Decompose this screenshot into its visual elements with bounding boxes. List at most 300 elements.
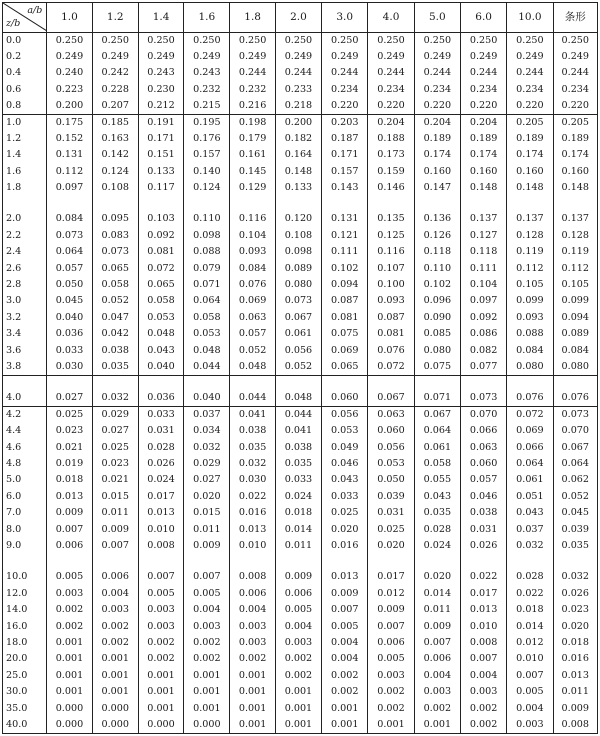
table-cell: 0.001: [138, 684, 183, 700]
table-row: [3, 602, 598, 618]
table-cell: 0.001: [47, 684, 92, 700]
row-label: 0.6: [3, 81, 47, 97]
table-cell: 0.119: [507, 244, 553, 260]
table-cell: 0.250: [275, 32, 321, 48]
row-label: 4.6: [3, 439, 47, 455]
table-cell: 0.009: [553, 700, 597, 716]
table-row: [3, 293, 598, 309]
table-cell: 0.013: [47, 488, 92, 504]
table-cell: 0.065: [92, 260, 138, 276]
table-cell: 0.220: [414, 98, 460, 114]
table-cell: 0.137: [507, 211, 553, 227]
table-cell: 0.001: [184, 667, 230, 683]
table-cell: 0.031: [460, 521, 506, 537]
table-cell: 0.035: [92, 359, 138, 375]
table-cell: 0.005: [47, 569, 92, 585]
table-row: [3, 81, 598, 97]
table-cell: 0.001: [92, 684, 138, 700]
table-cell: 0.001: [275, 717, 321, 734]
table-cell: 0.116: [368, 244, 414, 260]
row-label: 20.0: [3, 651, 47, 667]
row-label: 4.2: [3, 406, 47, 422]
table-cell: 0.032: [230, 456, 275, 472]
table-cell: 0.009: [47, 505, 92, 521]
table-cell: 0.108: [92, 180, 138, 196]
table-cell: 0.007: [47, 521, 92, 537]
table-cell: 0.007: [138, 569, 183, 585]
table-cell: 0.136: [414, 211, 460, 227]
table-cell: 0.065: [322, 359, 368, 375]
table-cell: 0.244: [507, 65, 553, 81]
table-cell: 0.188: [368, 131, 414, 147]
table-row: [3, 700, 598, 716]
table-cell: 0.094: [322, 277, 368, 293]
table-cell: 0.176: [184, 131, 230, 147]
table-cell: 0.212: [138, 98, 183, 114]
spacer-cell: [184, 375, 230, 390]
table-cell: 0.004: [322, 635, 368, 651]
table-cell: 0.063: [368, 406, 414, 422]
table-cell: 0.001: [275, 684, 321, 700]
table-row: [3, 651, 598, 667]
spacer-cell: [92, 375, 138, 390]
table-cell: 0.022: [460, 569, 506, 585]
table-cell: 0.002: [368, 684, 414, 700]
table-cell: 0.070: [553, 423, 597, 439]
table-cell: 0.242: [92, 65, 138, 81]
table-cell: 0.001: [92, 651, 138, 667]
table-cell: 0.023: [92, 456, 138, 472]
table-cell: 0.044: [230, 390, 275, 406]
table-cell: 0.244: [275, 65, 321, 81]
table-cell: 0.003: [138, 602, 183, 618]
table-cell: 0.234: [507, 81, 553, 97]
table-cell: 0.092: [138, 227, 183, 243]
table-cell: 0.002: [322, 667, 368, 683]
table-cell: 0.160: [553, 163, 597, 179]
table-cell: 0.002: [47, 618, 92, 634]
table-cell: 0.050: [368, 472, 414, 488]
row-label: 0.8: [3, 98, 47, 114]
table-cell: 0.061: [507, 472, 553, 488]
table-cell: 0.089: [275, 260, 321, 276]
table-cell: 0.000: [47, 717, 92, 734]
table-cell: 0.189: [460, 131, 506, 147]
table-cell: 0.020: [553, 618, 597, 634]
table-cell: 0.001: [230, 684, 275, 700]
table-cell: 0.035: [230, 439, 275, 455]
table-cell: 0.099: [507, 293, 553, 309]
table-cell: 0.008: [230, 569, 275, 585]
table-cell: 0.018: [275, 505, 321, 521]
table-cell: 0.020: [368, 538, 414, 554]
table-cell: 0.009: [414, 618, 460, 634]
table-cell: 0.102: [414, 277, 460, 293]
table-cell: 0.017: [138, 488, 183, 504]
table-cell: 0.006: [92, 569, 138, 585]
table-cell: 0.001: [414, 717, 460, 734]
spacer-cell: [553, 375, 597, 390]
table-cell: 0.009: [368, 602, 414, 618]
table-cell: 0.094: [553, 310, 597, 326]
table-cell: 0.058: [92, 277, 138, 293]
table-row: [3, 406, 598, 422]
table-cell: 0.070: [460, 406, 506, 422]
table-cell: 0.084: [507, 342, 553, 358]
table-cell: 0.220: [460, 98, 506, 114]
table-cell: 0.010: [230, 538, 275, 554]
table-row: [3, 98, 598, 114]
table-row: [3, 180, 598, 196]
row-label: 3.8: [3, 359, 47, 375]
coefficient-table: [2, 2, 598, 734]
spacer-cell: [275, 554, 321, 569]
table-cell: 0.038: [460, 505, 506, 521]
table-cell: 0.220: [368, 98, 414, 114]
table-cell: 0.060: [460, 456, 506, 472]
table-cell: 0.171: [138, 131, 183, 147]
spacer-cell: [322, 554, 368, 569]
table-cell: 0.171: [322, 147, 368, 163]
row-label: 10.0: [3, 569, 47, 585]
table-cell: 0.035: [275, 456, 321, 472]
table-row: [3, 456, 598, 472]
table-cell: 0.185: [92, 114, 138, 130]
table-cell: 0.108: [275, 227, 321, 243]
table-cell: 0.249: [92, 48, 138, 64]
table-cell: 0.128: [553, 227, 597, 243]
table-cell: 0.004: [507, 700, 553, 716]
table-cell: 0.047: [92, 310, 138, 326]
spacer-cell: [184, 554, 230, 569]
table-cell: 0.124: [92, 163, 138, 179]
table-cell: 0.160: [460, 163, 506, 179]
table-cell: 0.234: [460, 81, 506, 97]
table-cell: 0.005: [322, 618, 368, 634]
table-cell: 0.033: [138, 406, 183, 422]
table-cell: 0.143: [322, 180, 368, 196]
table-cell: 0.250: [368, 32, 414, 48]
row-label: 8.0: [3, 521, 47, 537]
spacer-cell: [92, 554, 138, 569]
table-cell: 0.090: [414, 310, 460, 326]
table-cell: 0.033: [47, 342, 92, 358]
spacer-cell: [3, 196, 47, 211]
table-cell: 0.220: [507, 98, 553, 114]
table-cell: 0.140: [184, 163, 230, 179]
table-cell: 0.228: [92, 81, 138, 97]
table-row: [3, 618, 598, 634]
table-cell: 0.007: [460, 651, 506, 667]
table-cell: 0.073: [47, 227, 92, 243]
table-cell: 0.157: [322, 163, 368, 179]
table-cell: 0.075: [414, 359, 460, 375]
table-cell: 0.159: [368, 163, 414, 179]
spacer-cell: [138, 196, 183, 211]
table-row: [3, 48, 598, 64]
row-label: 7.0: [3, 505, 47, 521]
table-cell: 0.250: [138, 32, 183, 48]
table-cell: 0.009: [92, 521, 138, 537]
table-cell: 0.200: [275, 114, 321, 130]
table-cell: 0.007: [92, 538, 138, 554]
table-cell: 0.250: [507, 32, 553, 48]
spacer-cell: [507, 375, 553, 390]
table-cell: 0.243: [138, 65, 183, 81]
table-cell: 0.013: [230, 521, 275, 537]
table-cell: 0.249: [414, 48, 460, 64]
table-cell: 0.001: [322, 717, 368, 734]
table-cell: 0.033: [275, 472, 321, 488]
table-cell: 0.249: [138, 48, 183, 64]
table-cell: 0.041: [230, 406, 275, 422]
table-cell: 0.112: [553, 260, 597, 276]
table-cell: 0.066: [460, 423, 506, 439]
table-cell: 0.244: [553, 65, 597, 81]
table-cell: 0.027: [92, 423, 138, 439]
table-cell: 0.005: [138, 585, 183, 601]
table-cell: 0.060: [368, 423, 414, 439]
table-cell: 0.000: [138, 717, 183, 734]
table-cell: 0.230: [138, 81, 183, 97]
table-row: [3, 635, 598, 651]
table-cell: 0.069: [230, 293, 275, 309]
table-cell: 0.250: [460, 32, 506, 48]
table-cell: 0.006: [414, 651, 460, 667]
table-cell: 0.146: [368, 180, 414, 196]
table-cell: 0.244: [368, 65, 414, 81]
table-cell: 0.089: [553, 326, 597, 342]
table-cell: 0.067: [368, 390, 414, 406]
table-cell: 0.022: [507, 585, 553, 601]
table-cell: 0.050: [47, 277, 92, 293]
table-cell: 0.157: [184, 147, 230, 163]
row-label: 2.6: [3, 260, 47, 276]
table-cell: 0.016: [553, 651, 597, 667]
table-cell: 0.133: [275, 180, 321, 196]
table-cell: 0.038: [92, 342, 138, 358]
table-cell: 0.064: [414, 423, 460, 439]
table-cell: 0.002: [275, 651, 321, 667]
table-cell: 0.118: [460, 244, 506, 260]
table-cell: 0.080: [275, 277, 321, 293]
table-cell: 0.148: [507, 180, 553, 196]
table-row: [3, 585, 598, 601]
table-cell: 0.064: [184, 293, 230, 309]
table-cell: 0.250: [553, 32, 597, 48]
table-row: [3, 538, 598, 554]
table-cell: 0.067: [553, 439, 597, 455]
table-cell: 0.250: [230, 32, 275, 48]
table-cell: 0.048: [275, 390, 321, 406]
table-cell: 0.049: [322, 439, 368, 455]
table-cell: 0.133: [138, 163, 183, 179]
table-cell: 0.086: [460, 326, 506, 342]
table-cell: 0.052: [553, 488, 597, 504]
spacer-cell: [47, 554, 92, 569]
table-cell: 0.003: [230, 618, 275, 634]
table-row: [3, 326, 598, 342]
table-cell: 0.004: [414, 667, 460, 683]
table-cell: 0.249: [47, 48, 92, 64]
table-cell: 0.052: [230, 342, 275, 358]
spacer-cell: [92, 196, 138, 211]
table-cell: 0.037: [184, 406, 230, 422]
row-label: 4.4: [3, 423, 47, 439]
table-cell: 0.037: [507, 521, 553, 537]
table-cell: 0.100: [368, 277, 414, 293]
table-cell: 0.003: [47, 585, 92, 601]
spacer-cell: [414, 196, 460, 211]
table-cell: 0.249: [460, 48, 506, 64]
spacer-row: [3, 375, 598, 390]
table-row: [3, 277, 598, 293]
table-row: [3, 505, 598, 521]
table-cell: 0.243: [184, 65, 230, 81]
table-cell: 0.250: [92, 32, 138, 48]
row-label: 3.4: [3, 326, 47, 342]
table-cell: 0.005: [368, 651, 414, 667]
table-cell: 0.097: [460, 293, 506, 309]
table-cell: 0.125: [368, 227, 414, 243]
table-cell: 0.087: [368, 310, 414, 326]
column-header: 6.0: [460, 3, 506, 33]
table-cell: 0.001: [47, 667, 92, 683]
table-row: [3, 667, 598, 683]
table-cell: 0.131: [47, 147, 92, 163]
table-cell: 0.001: [184, 700, 230, 716]
row-label: 40.0: [3, 717, 47, 734]
row-label: 0.0: [3, 32, 47, 48]
table-cell: 0.040: [47, 310, 92, 326]
table-cell: 0.232: [230, 81, 275, 97]
table-cell: 0.220: [553, 98, 597, 114]
table-cell: 0.000: [47, 700, 92, 716]
table-cell: 0.020: [414, 569, 460, 585]
table-cell: 0.027: [47, 390, 92, 406]
table-cell: 0.182: [275, 131, 321, 147]
table-cell: 0.129: [230, 180, 275, 196]
table-cell: 0.204: [460, 114, 506, 130]
table-cell: 0.010: [460, 618, 506, 634]
row-axis-label: z/b: [6, 18, 21, 29]
table-cell: 0.151: [138, 147, 183, 163]
table-cell: 0.084: [47, 211, 92, 227]
table-row: [3, 163, 598, 179]
table-cell: 0.195: [184, 114, 230, 130]
spacer-cell: [3, 554, 47, 569]
table-cell: 0.098: [184, 227, 230, 243]
column-header: 5.0: [414, 3, 460, 33]
table-row: [3, 147, 598, 163]
table-cell: 0.007: [184, 569, 230, 585]
table-cell: 0.250: [184, 32, 230, 48]
table-cell: 0.092: [460, 310, 506, 326]
table-cell: 0.081: [322, 310, 368, 326]
table-cell: 0.250: [414, 32, 460, 48]
table-cell: 0.044: [184, 359, 230, 375]
table-row: [3, 211, 598, 227]
table-cell: 0.017: [368, 569, 414, 585]
spacer-row: [3, 554, 598, 569]
table-cell: 0.071: [414, 390, 460, 406]
table-cell: 0.205: [553, 114, 597, 130]
table-cell: 0.001: [230, 667, 275, 683]
table-cell: 0.013: [322, 569, 368, 585]
table-cell: 0.174: [414, 147, 460, 163]
table-cell: 0.205: [507, 114, 553, 130]
table-cell: 0.013: [553, 667, 597, 683]
table-cell: 0.250: [322, 32, 368, 48]
table-cell: 0.024: [275, 488, 321, 504]
spacer-cell: [368, 196, 414, 211]
table-cell: 0.215: [184, 98, 230, 114]
table-cell: 0.055: [414, 472, 460, 488]
spacer-cell: [368, 375, 414, 390]
table-cell: 0.103: [138, 211, 183, 227]
table-cell: 0.044: [275, 406, 321, 422]
table-cell: 0.118: [414, 244, 460, 260]
table-cell: 0.135: [368, 211, 414, 227]
table-cell: 0.057: [230, 326, 275, 342]
table-cell: 0.244: [230, 65, 275, 81]
table-row: [3, 717, 598, 734]
table-cell: 0.052: [275, 359, 321, 375]
row-label: 2.2: [3, 227, 47, 243]
table-cell: 0.043: [507, 505, 553, 521]
table-cell: 0.020: [184, 488, 230, 504]
table-cell: 0.148: [275, 163, 321, 179]
table-cell: 0.069: [507, 423, 553, 439]
table-cell: 0.003: [460, 684, 506, 700]
table-cell: 0.011: [414, 602, 460, 618]
spacer-cell: [230, 375, 275, 390]
table-cell: 0.145: [230, 163, 275, 179]
table-cell: 0.082: [460, 342, 506, 358]
table-cell: 0.030: [230, 472, 275, 488]
table-cell: 0.080: [414, 342, 460, 358]
table-cell: 0.179: [230, 131, 275, 147]
table-cell: 0.030: [47, 359, 92, 375]
table-cell: 0.234: [322, 81, 368, 97]
table-cell: 0.056: [275, 342, 321, 358]
table-cell: 0.048: [230, 359, 275, 375]
table-cell: 0.063: [230, 310, 275, 326]
table-cell: 0.039: [368, 488, 414, 504]
table-cell: 0.009: [275, 569, 321, 585]
table-cell: 0.008: [138, 538, 183, 554]
spacer-cell: [507, 196, 553, 211]
table-cell: 0.072: [507, 406, 553, 422]
table-cell: 0.065: [138, 277, 183, 293]
table-cell: 0.160: [414, 163, 460, 179]
table-cell: 0.000: [184, 717, 230, 734]
table-cell: 0.003: [138, 618, 183, 634]
table-cell: 0.048: [138, 326, 183, 342]
table-cell: 0.117: [138, 180, 183, 196]
table-cell: 0.233: [275, 81, 321, 97]
table-cell: 0.010: [507, 651, 553, 667]
table-cell: 0.009: [184, 538, 230, 554]
table-cell: 0.004: [230, 602, 275, 618]
table-cell: 0.046: [460, 488, 506, 504]
table-cell: 0.052: [92, 293, 138, 309]
table-cell: 0.244: [460, 65, 506, 81]
table-cell: 0.008: [553, 717, 597, 734]
spacer-cell: [230, 196, 275, 211]
table-cell: 0.056: [322, 406, 368, 422]
spacer-row: [3, 196, 598, 211]
